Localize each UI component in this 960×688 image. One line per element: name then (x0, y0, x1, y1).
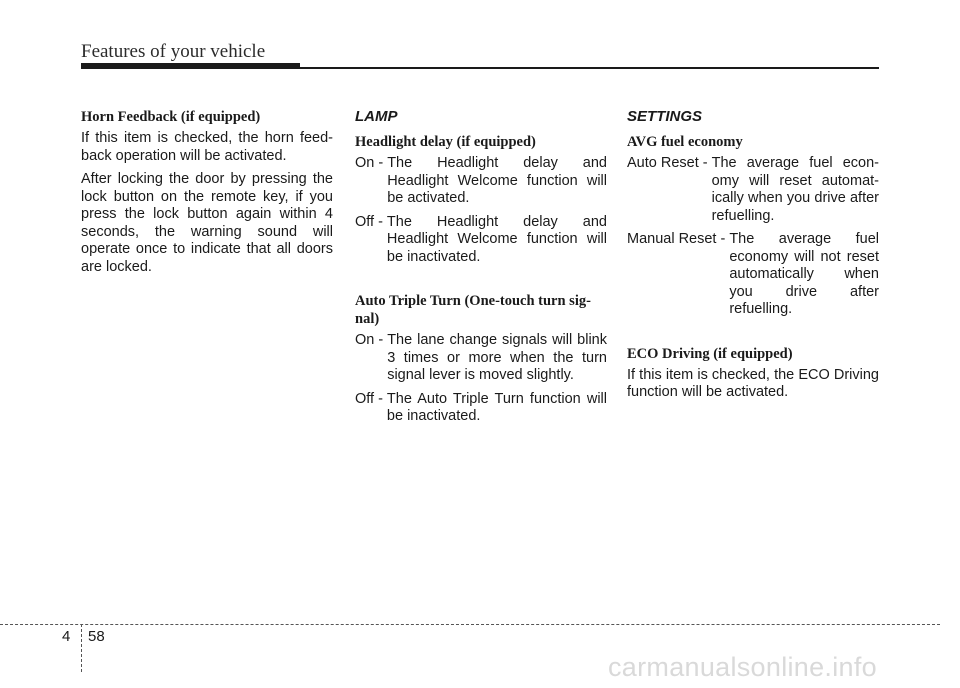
option-key: Off (355, 390, 375, 407)
option-text: The Headlight delay and Headlight Welcome function will be inactivated. (386, 213, 607, 265)
eco-driving-paragraph: If this item is checked, the ECO Driving function will be activated. (627, 366, 879, 400)
option-text: The Auto Triple Turn function will be inactivated. (386, 390, 607, 424)
option-key: Auto Reset (627, 155, 699, 171)
auto-triple-turn-title: Auto Triple Turn (One-touch turn sig-nal) (355, 293, 591, 327)
option-text: The lane change signals will blink 3 times or more when the turn signal lever is moved slightly. (387, 332, 607, 383)
auto-reset-option: Auto Reset - The average fuel econ-omy will reset automat-ically when you drive after refuelling. (627, 155, 879, 224)
option-key: On (355, 332, 375, 348)
option-key: On (355, 155, 375, 171)
auto-triple-turn-off: Off - The Auto Triple Turn function will be inactivated. (355, 390, 607, 424)
headlight-delay-on: On - The Headlight delay and Headlight Welcome function will be activated. (355, 155, 607, 206)
eco-driving-title: ECO Driving (if equipped) (627, 345, 793, 362)
page-number: 58 (88, 628, 105, 645)
horn-feedback-title: Horn Feedback (if equipped) (81, 109, 261, 125)
auto-triple-turn-on: On - The lane change signals will blink 3 times or more when the turn signal lever is moved slightly. (355, 332, 607, 383)
settings-section-title: SETTINGS (627, 108, 703, 125)
footer-rule (0, 624, 940, 625)
header-rule (81, 67, 879, 69)
option-key: Manual Reset (627, 231, 717, 247)
avg-fuel-economy-title: AVG fuel economy (627, 134, 743, 150)
watermark: carmanualsonline.info (608, 652, 877, 682)
chapter-number: 4 (62, 628, 71, 645)
headlight-delay-title: Headlight delay (if equipped) (355, 134, 536, 150)
option-text: The average fuel econ-omy will reset automat-ically when you drive after refuelling. (711, 155, 879, 224)
page-header-title: Features of your vehicle (81, 41, 266, 62)
column-1 (81, 104, 333, 282)
column-2 (355, 104, 607, 432)
headlight-delay-off: Off - The Headlight delay and Headlight Welcome function will be inactivated. (355, 213, 607, 265)
horn-feedback-paragraph-1: If this item is checked, the horn feed-back operation will be activated. (81, 130, 333, 164)
option-text: The Headlight delay and Headlight Welcome function will be activated. (387, 155, 607, 206)
manual-reset-option: Manual Reset - The average fuel economy will not reset automatically when you drive after refuelling. (627, 231, 879, 317)
horn-feedback-paragraph-2: After locking the door by pressing the lock button on the remote key, if you press the lock button again within 4 seconds, the warning sound will operate once to indicate that all doors are locked. (81, 171, 333, 275)
lamp-section-title: LAMP (355, 108, 398, 125)
column-3 (627, 104, 879, 408)
footer-divider (81, 624, 82, 672)
option-text: The average fuel economy will not reset automatically when you drive after refuelling. (729, 231, 879, 317)
option-key: Off (355, 213, 375, 230)
